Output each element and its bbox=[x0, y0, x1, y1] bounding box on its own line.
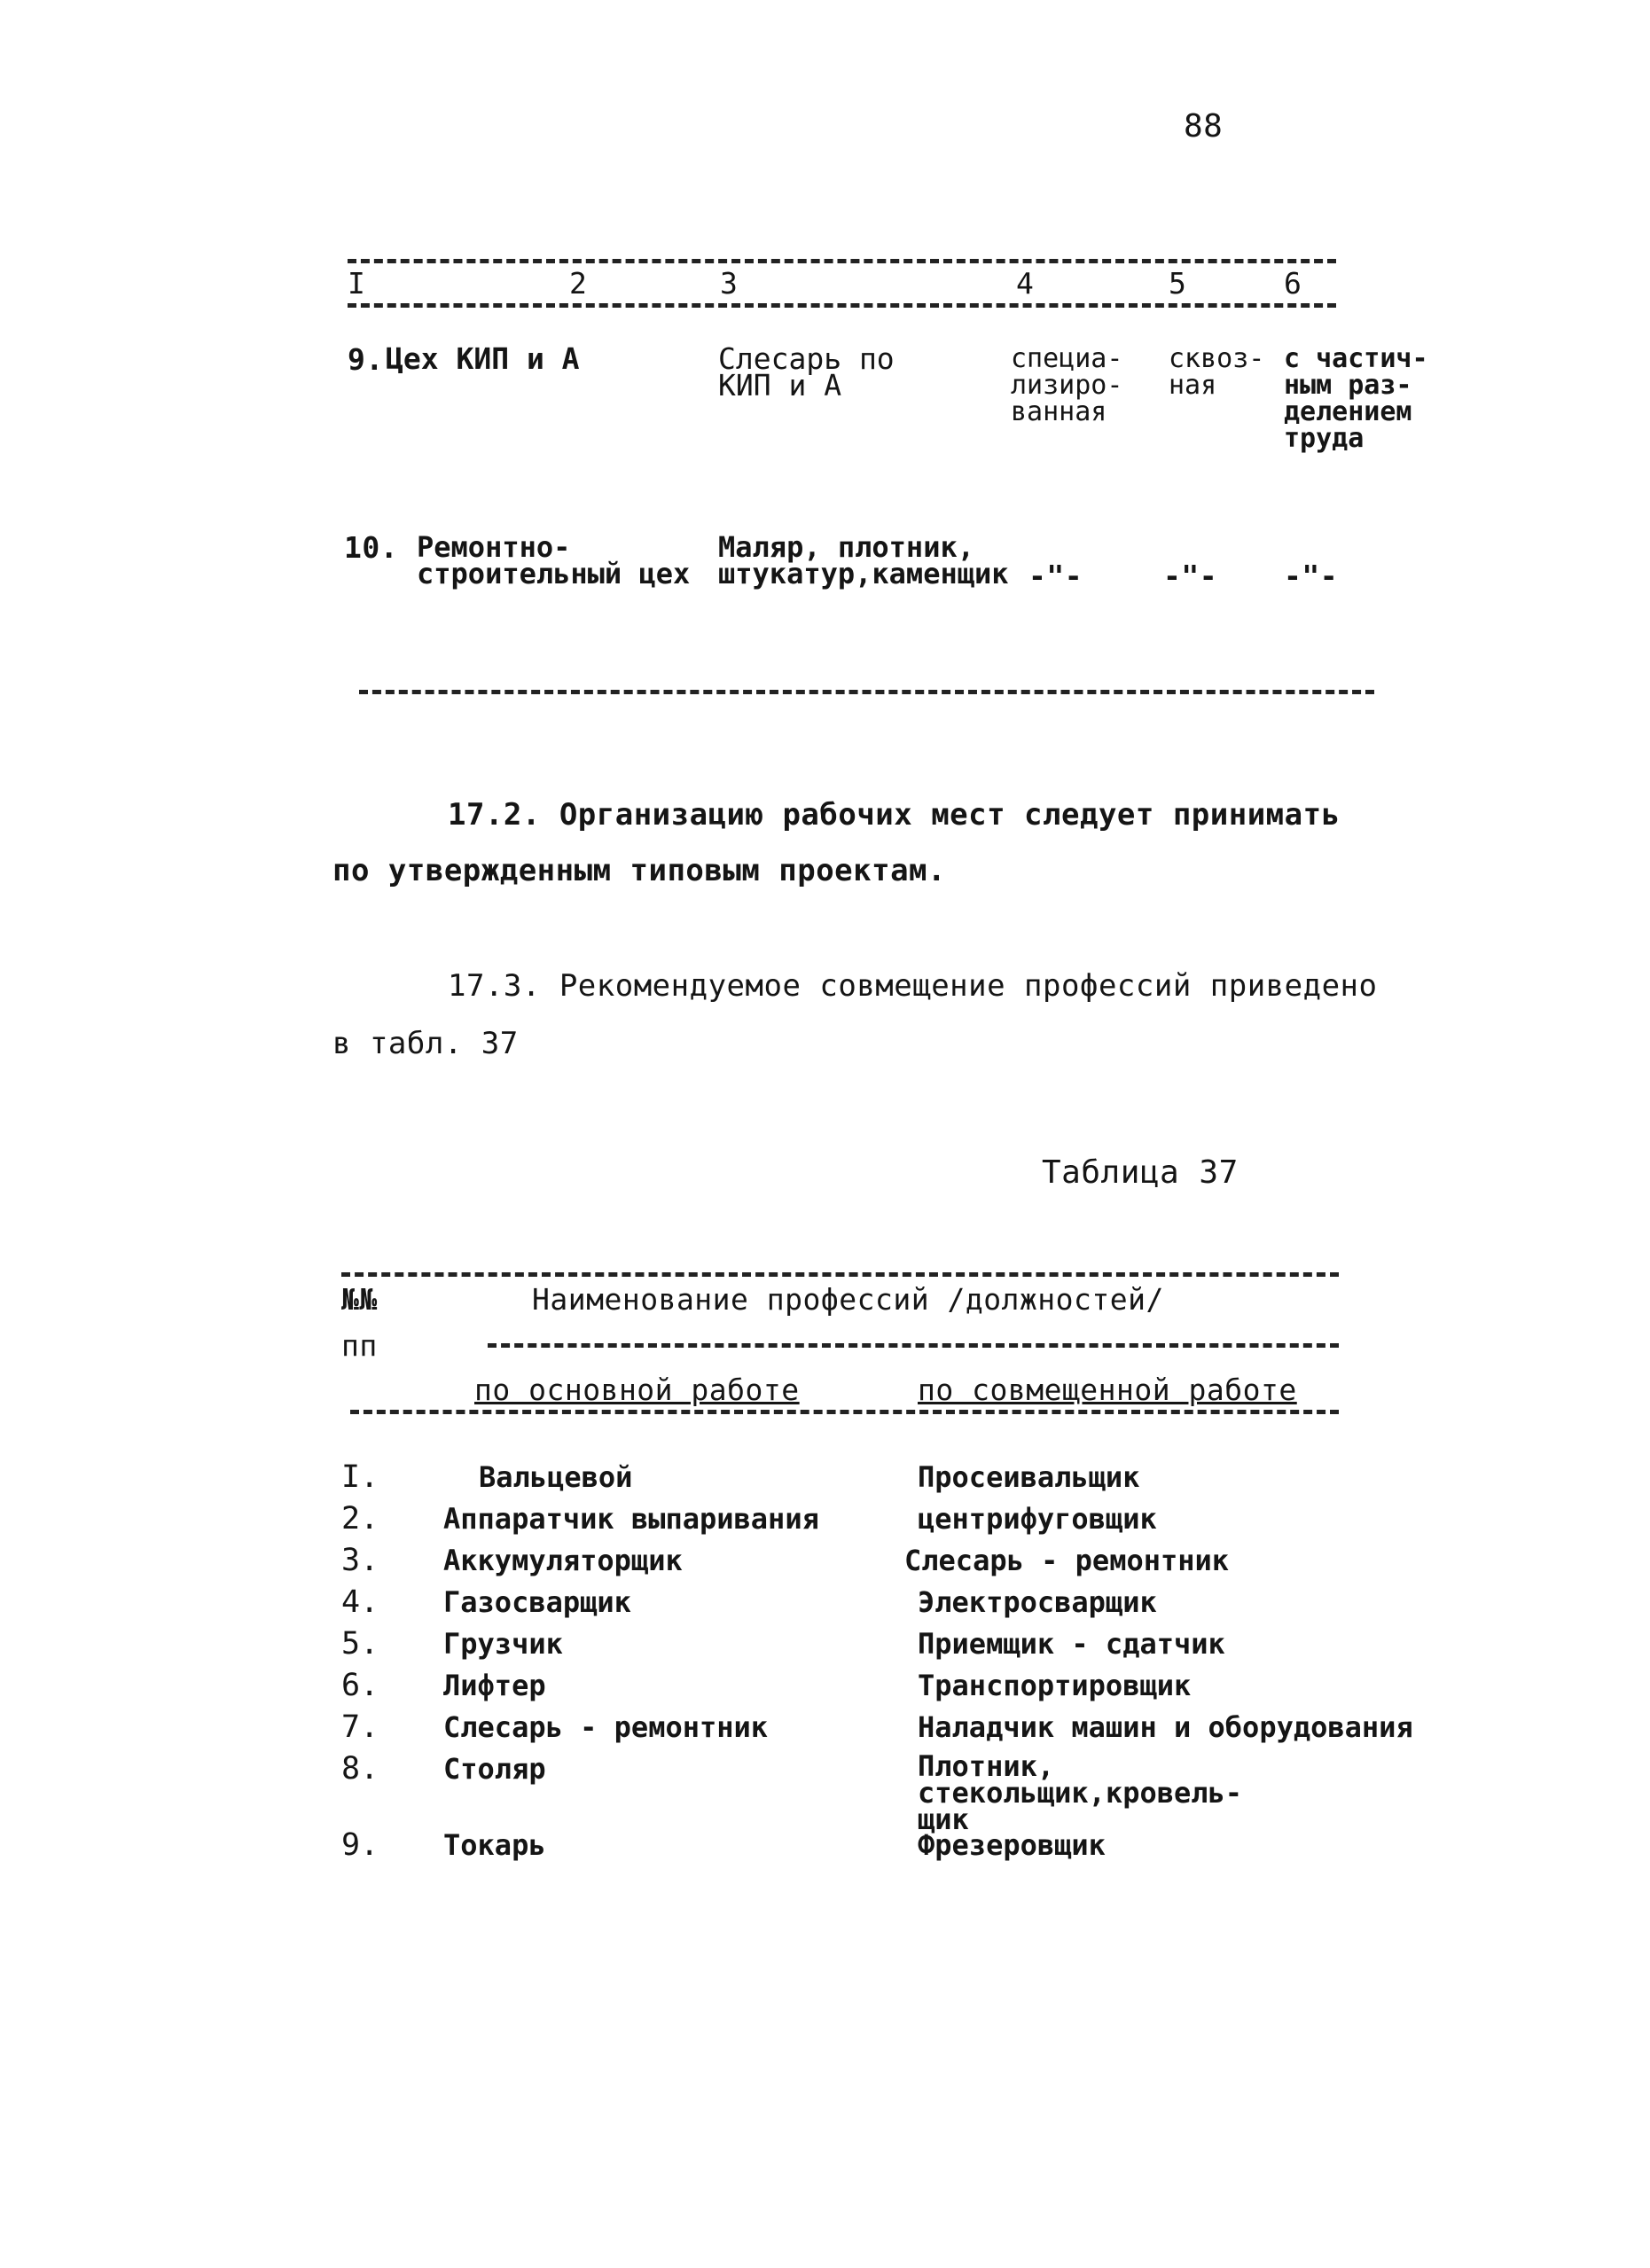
page-number: 88 bbox=[1184, 108, 1224, 145]
subheader-main-work: по основной работе bbox=[474, 1373, 800, 1407]
table-cell-specialization: -"- bbox=[1028, 559, 1083, 593]
row-num: 3. bbox=[341, 1543, 379, 1578]
row-comb: Наладчик машин и оборудования bbox=[918, 1710, 1413, 1744]
row-comb: Транспортировщик bbox=[918, 1669, 1192, 1702]
row-num: 2. bbox=[341, 1501, 379, 1537]
row-main: Аппаратчик выпаривания bbox=[443, 1502, 819, 1536]
col-num-header: №№ bbox=[341, 1282, 378, 1317]
col-header-2: 2 bbox=[569, 266, 588, 301]
table-row-num: 9. bbox=[348, 342, 384, 377]
row-comb: Просеивальщик bbox=[918, 1460, 1140, 1494]
row-main: Токарь bbox=[443, 1828, 546, 1862]
col-header-4: 4 bbox=[1016, 266, 1035, 301]
table-cell-department: Цех КИП и А bbox=[386, 341, 580, 376]
table-header-rule bbox=[350, 1410, 1339, 1414]
row-main: Лифтер bbox=[443, 1669, 546, 1702]
paragraph-17-2-line2: по утвержденным типовым проектам. bbox=[332, 853, 947, 888]
row-comb: Приемщик - сдатчик bbox=[918, 1627, 1225, 1661]
row-comb: центрифуговщик bbox=[918, 1502, 1157, 1536]
paragraph-17-2-line1: 17.2. Организацию рабочих мест следует принимать bbox=[448, 797, 1341, 833]
table-cell-division: с частич- ным раз- делением труда bbox=[1284, 343, 1428, 454]
row-num: 9. bbox=[341, 1827, 379, 1863]
col-num-header-b: пп bbox=[341, 1328, 378, 1363]
col-header-6: 6 bbox=[1284, 266, 1302, 301]
row-main: Аккумуляторщик bbox=[443, 1544, 683, 1577]
table-header-mid-rule bbox=[488, 1343, 1339, 1348]
table-cell-through: сквоз- ная bbox=[1169, 343, 1265, 401]
row-main: Грузчик bbox=[443, 1627, 563, 1661]
row-num: 5. bbox=[341, 1626, 379, 1662]
row-num: 7. bbox=[341, 1709, 379, 1745]
row-comb: Электросварщик bbox=[918, 1585, 1157, 1619]
paragraph-17-3-line1: 17.3. Рекомендуемое совмещение профессий приведено bbox=[448, 968, 1378, 1004]
table-caption: Таблица 37 bbox=[1042, 1154, 1239, 1191]
table-cell-through: -"- bbox=[1163, 559, 1218, 593]
paragraph-17-3-line2: в табл. 37 bbox=[332, 1026, 519, 1061]
row-num: 4. bbox=[341, 1584, 379, 1620]
row-comb: Слесарь - ремонтник bbox=[904, 1544, 1230, 1577]
table-bottom-rule bbox=[359, 690, 1374, 694]
row-num: 6. bbox=[341, 1668, 379, 1703]
row-main: Столяр bbox=[443, 1752, 546, 1786]
table-cell-division: -"- bbox=[1284, 559, 1339, 593]
table-row-num: 10. bbox=[344, 530, 399, 565]
row-main: Вальцевой bbox=[479, 1460, 633, 1494]
table-top-rule bbox=[341, 1272, 1339, 1277]
col-header-1: I bbox=[348, 266, 366, 301]
row-comb: Фрезеровщик bbox=[918, 1828, 1106, 1862]
table-cell-specialization: специа- лизиро- ванная bbox=[1011, 343, 1123, 427]
row-comb: Плотник, стекольщик,кровель- щик bbox=[918, 1749, 1243, 1836]
subheader-combined-work: по совмещенной работе bbox=[918, 1373, 1297, 1407]
col-header-3: 3 bbox=[720, 266, 739, 301]
table-cell-profession: Слесарь по КИП и А bbox=[718, 341, 895, 403]
table-header-rule bbox=[348, 303, 1336, 308]
col-header-5: 5 bbox=[1169, 266, 1187, 301]
row-main: Газосварщик bbox=[443, 1585, 631, 1619]
table-top-rule bbox=[348, 259, 1336, 263]
row-num: I. bbox=[341, 1459, 379, 1495]
table-cell-department: Ремонтно- строительный цех bbox=[417, 530, 691, 590]
row-main: Слесарь - ремонтник bbox=[443, 1710, 769, 1744]
table-cell-profession: Маляр, плотник, штукатур,каменщик bbox=[718, 530, 1009, 590]
row-num: 8. bbox=[341, 1751, 379, 1787]
col-name-header: Наименование профессий /должностей/ bbox=[532, 1282, 1164, 1317]
